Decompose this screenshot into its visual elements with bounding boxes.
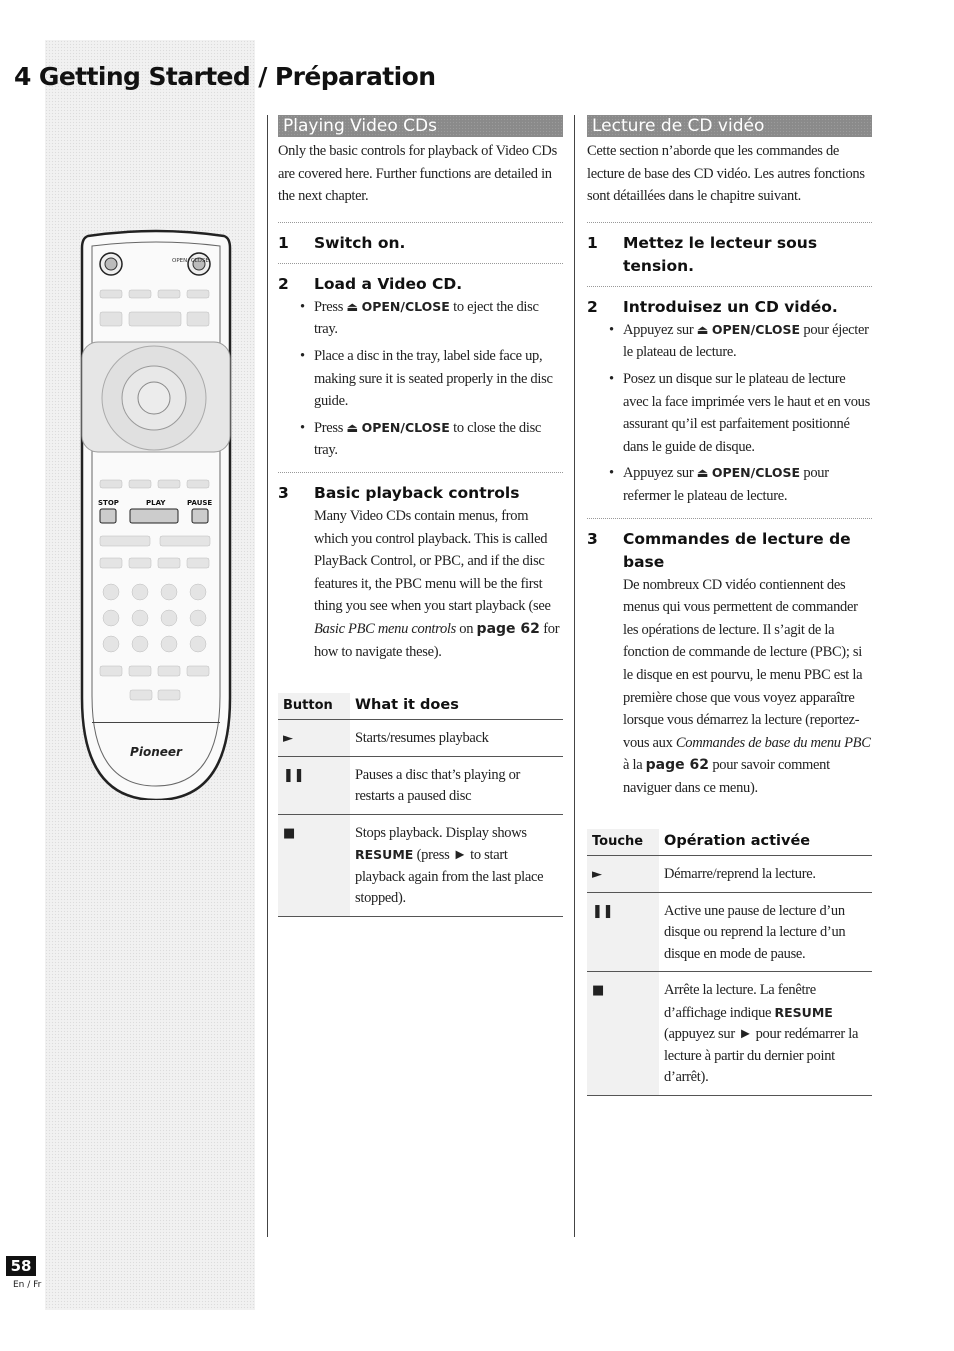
list-item: • Place a disc in the tray, label side face up, making sure it is seated properly in the disc guide. xyxy=(314,345,563,413)
step-1-fr: 1 Mettez le lecteur sous tension. xyxy=(587,233,818,275)
page-number: 58 xyxy=(6,1256,36,1276)
page-language: En / Fr xyxy=(13,1280,42,1290)
play-icon: ► xyxy=(278,720,350,757)
play-label: PLAY xyxy=(146,499,166,507)
table-row: ► Starts/resumes playback xyxy=(278,720,563,757)
play-button-icon xyxy=(130,509,178,523)
english-column xyxy=(278,115,563,917)
divider xyxy=(587,286,872,287)
table-row: ► Démarre/reprend la lecture. xyxy=(587,856,872,893)
french-column xyxy=(587,115,872,1096)
pioneer-logo: Pioneer xyxy=(130,745,182,759)
section-heading-fr: Lecture de CD vidéo xyxy=(587,115,872,137)
eject-icon: ⏏ xyxy=(346,419,359,435)
step-2-bullets-fr xyxy=(587,319,872,508)
divider xyxy=(587,222,872,223)
remote-control-illustration xyxy=(78,228,234,800)
step-2-en: 2 Load a Video CD. xyxy=(278,274,463,293)
list-item: • Appuyez sur ⏏ OPEN/CLOSE pour refermer le plateau de lecture. xyxy=(623,462,872,507)
divider xyxy=(278,472,563,473)
table-row: ■ Arrête la lecture. La fenêtre d’affichage indique RESUME (appuyez sur ► pour redémarrer la lecture à partir du dernier point d’arrêt). xyxy=(587,972,872,1096)
stop-label: STOP xyxy=(98,499,119,507)
pause-icon: ❚❚ xyxy=(587,892,659,972)
intro-en: Only the basic controls for playback of Video CDs are covered here. Further functions are detailed in the next chapter. xyxy=(278,143,557,205)
table-row: ■ Stops playback. Display shows RESUME (press ► to start playback again from the last place stopped). xyxy=(278,814,563,916)
play-icon: ► xyxy=(452,847,467,864)
divider xyxy=(278,222,563,223)
step-2-bullets-en xyxy=(278,296,563,462)
play-icon: ► xyxy=(738,1026,753,1043)
table-row: ❚❚ Pauses a disc that’s playing or restarts a paused disc xyxy=(278,756,563,814)
step-1-en: 1 Switch on. xyxy=(278,233,406,252)
column-rule-left xyxy=(267,115,268,1237)
table-header: Opération activée xyxy=(659,829,872,856)
stop-icon: ■ xyxy=(587,972,659,1096)
pause-icon: ❚❚ xyxy=(278,756,350,814)
step-3-text-en: Many Video CDs contain menus, from which you control playback. This is called PlayBack Control, or PBC, and if the disc features it, the PBC menu will be the first thing you see when you start playback (see Basic PBC menu controls on page 62 for how to navigate these). xyxy=(314,507,560,660)
eject-icon: ⏏ xyxy=(696,465,709,481)
divider xyxy=(587,518,872,519)
stop-icon: ■ xyxy=(278,814,350,916)
controls-table-en xyxy=(278,693,563,917)
step-3-text-fr: De nombreux CD vidéo contiennent des menus qui vous permettent de commander les opérations de lecture. Il s’agit de la fonction de commande de lecture (PBC); si le disque en est pourvu, le menu PBC est la première chose que vous voyez apparaître lorsque vous démarrez la lecture (reportez-vous aux Commandes de base du menu PBC à la page 62 pour savoir comment naviguer dans ce menu). xyxy=(623,576,871,796)
table-row: ❚❚ Active une pause de lecture d’un disque ou reprend la lecture d’un disque en mode de pause. xyxy=(587,892,872,972)
controls-table-fr xyxy=(587,829,872,1096)
step-2-fr: 2 Introduisez un CD vidéo. xyxy=(587,297,838,316)
list-item: • Appuyez sur ⏏ OPEN/CLOSE pour éjecter le plateau de lecture. xyxy=(623,319,872,364)
table-header: Touche xyxy=(587,829,659,856)
pause-button-icon xyxy=(192,509,208,523)
column-rule-middle xyxy=(574,115,575,1237)
divider xyxy=(278,263,563,264)
chapter-title: 4 Getting Started / Préparation xyxy=(14,62,436,91)
table-header: Button xyxy=(278,693,350,720)
eject-icon: ⏏ xyxy=(346,298,359,314)
intro-fr: Cette section n’aborde que les commandes de lecture de base des CD vidéo. Les autres fonctions sont détaillées dans le chapitre suivant. xyxy=(587,143,865,205)
step-3-en: 3 Basic playback controls xyxy=(278,483,520,502)
play-icon: ► xyxy=(587,856,659,893)
pause-label: PAUSE xyxy=(187,499,213,507)
section-heading-en: Playing Video CDs xyxy=(278,115,563,137)
list-item: • Posez un disque sur le plateau de lecture avec la face imprimée vers le haut et en vous assurant qu’il est parfaitement positionné dans le guide de disque. xyxy=(623,368,872,458)
stop-button-icon xyxy=(100,509,116,523)
step-3-fr: 3 Commandes de lecture de base xyxy=(587,529,851,571)
table-header: What it does xyxy=(350,693,563,720)
eject-icon: ⏏ xyxy=(696,321,709,337)
open-close-label: OPEN/ CLOSE xyxy=(172,258,209,264)
list-item: • Press ⏏ OPEN/CLOSE to eject the disc tray. xyxy=(314,296,563,341)
list-item: • Press ⏏ OPEN/CLOSE to close the disc tray. xyxy=(314,417,563,462)
